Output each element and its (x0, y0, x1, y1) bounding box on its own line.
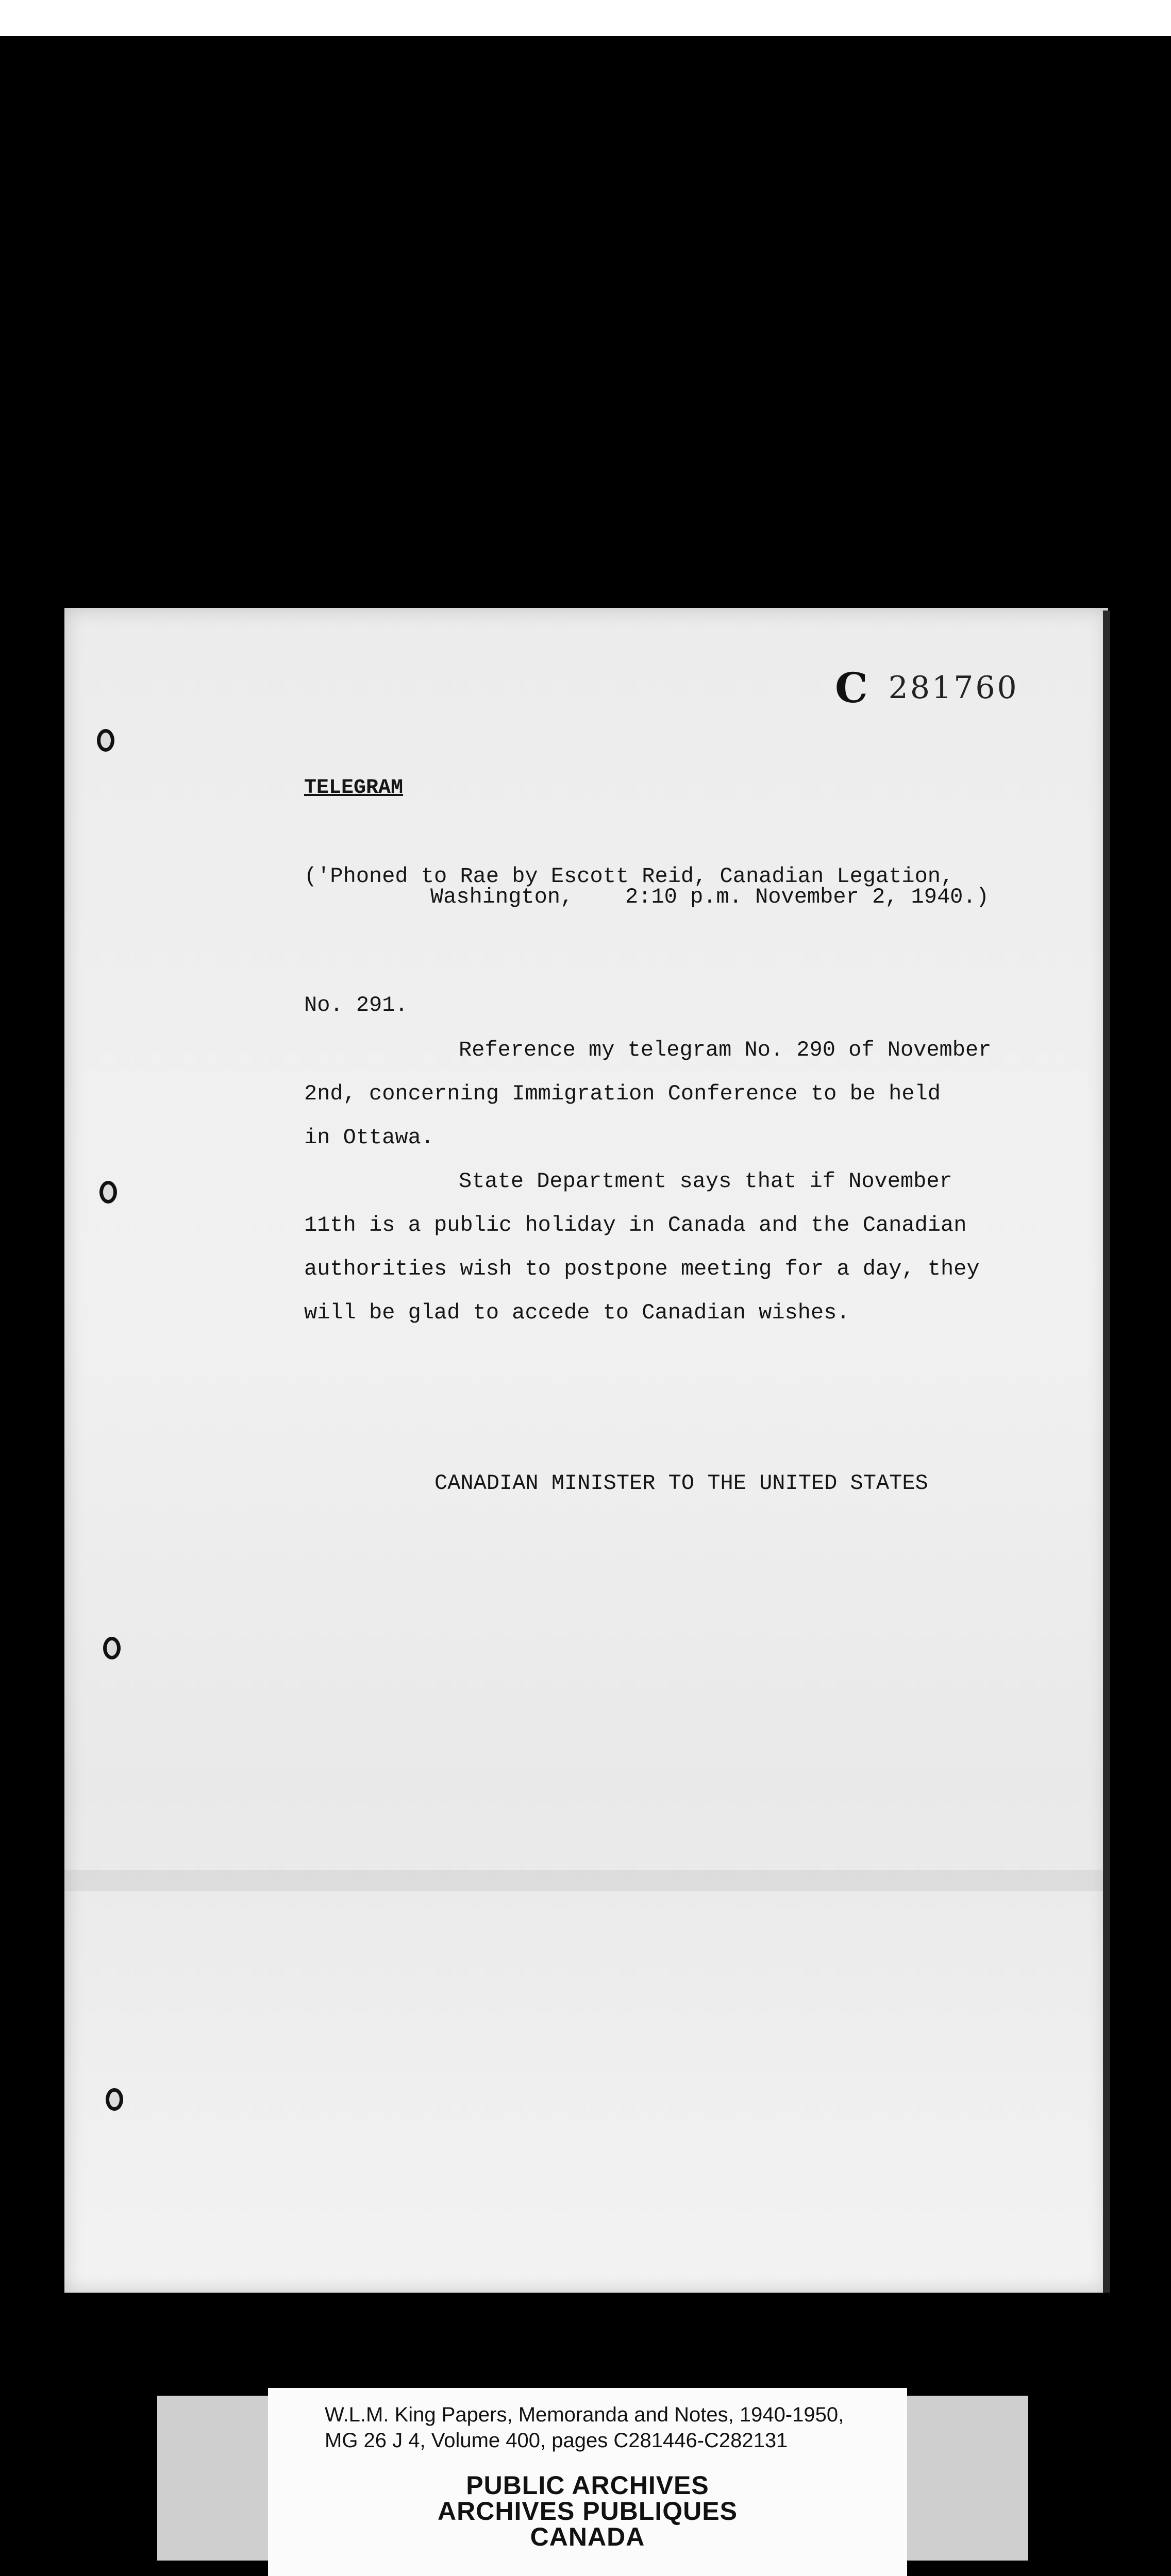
punch-hole-4 (106, 2088, 123, 2111)
body-line-2: 2nd, concerning Immigration Conference to be held (304, 1081, 941, 1106)
punch-hole-1 (97, 729, 114, 752)
document-page (64, 608, 1108, 2293)
phoned-line-1: ('Phoned to Rae by Escott Reid, Canadian Legation, (304, 864, 954, 889)
body-line-5: 11th is a public holiday in Canada and the Canadian (304, 1213, 967, 1238)
phoned-line-2: Washington, 2:10 p.m. November 2, 1940.) (430, 885, 989, 909)
telegram-number: No. 291. (304, 993, 408, 1018)
body-line-7: will be glad to accede to Canadian wishes. (304, 1300, 850, 1325)
archives-english: PUBLIC ARCHIVES (466, 2471, 709, 2500)
scan-band (64, 1870, 1108, 1891)
archive-label (268, 2388, 907, 2576)
collection-line-1: W.L.M. King Papers, Memoranda and Notes, 1940-1950, (325, 2403, 844, 2426)
body-line-4: State Department says that if November (459, 1169, 952, 1194)
reference-number: 281760 (888, 670, 1019, 706)
reference-stamp (835, 665, 1019, 711)
collection-line-2: MG 26 J 4, Volume 400, pages C281446-C282131 (325, 2429, 788, 2452)
archives-french: ARCHIVES PUBLIQUES (438, 2497, 738, 2526)
document-heading: TELEGRAM (304, 776, 404, 800)
scan-top-margin (0, 0, 1171, 36)
punch-hole-2 (99, 1181, 117, 1204)
page-edge (1103, 611, 1110, 2293)
signature: CANADIAN MINISTER TO THE UNITED STATES (434, 1471, 928, 1496)
archives-country: CANADA (530, 2522, 645, 2551)
stamp-letter: C (835, 664, 868, 712)
body-line-1: Reference my telegram No. 290 of November (459, 1038, 992, 1062)
body-line-3: in Ottawa. (304, 1125, 434, 1150)
punch-hole-3 (103, 1637, 121, 1659)
body-line-6: authorities wish to postpone meeting for a day, they (304, 1257, 980, 1281)
